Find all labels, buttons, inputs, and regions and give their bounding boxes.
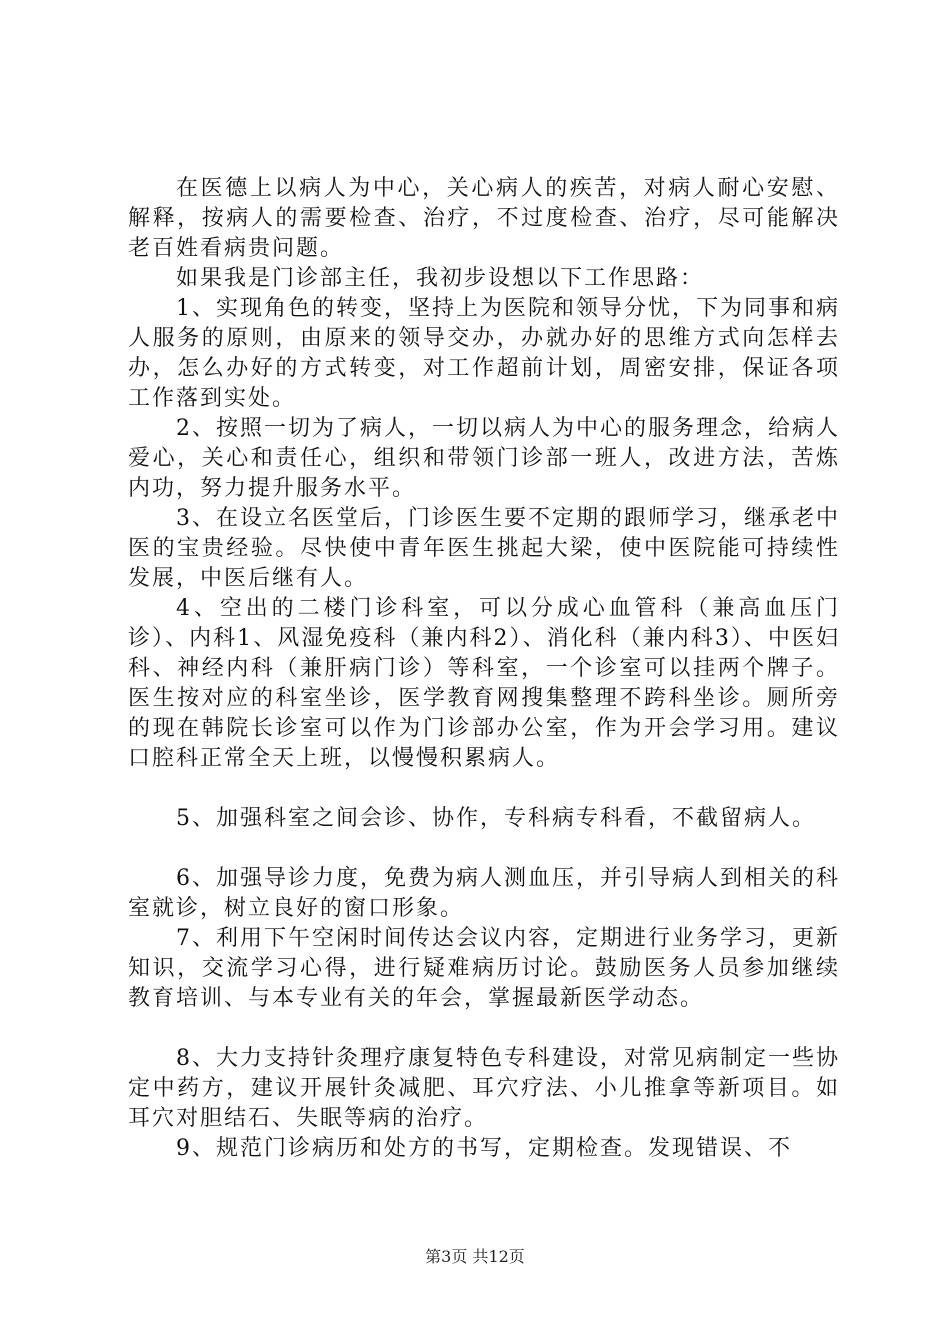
paragraph-item-8: 8、大力支持针灸理疗康复特色专科建设，对常见病制定一些协定中药方，建议开展针灸减肥、耳穴疗法、小儿推拿等新项目。如耳穴对胆结石、失眠等病的治疗。 (128, 1046, 840, 1131)
paragraph-item-4: 4、空出的二楼门诊科室，可以分成心血管科（兼高血压门诊）、内科1、风湿免疫科（兼内科2）、消化科（兼内科3）、中医妇科、神经内科（兼肝病门诊）等科室，一个诊室可以挂两个牌子。医生按对应的科室坐诊，医学教育网搜集整理不跨科坐诊。厕所旁的现在韩院长诊室可以作为门诊部办公室，作为开会学习用。建议口腔科正常全天上班，以慢慢积累病人。 (128, 596, 840, 771)
document-body (128, 174, 840, 1164)
paragraph-item-6: 6、加强导诊力度，免费为病人测血压，并引导病人到相关的科室就诊，树立良好的窗口形象。 (128, 866, 840, 921)
paragraph-item-1: 1、实现角色的转变，坚持上为医院和领导分忧，下为同事和病人服务的原则，由原来的领导交办，办就办好的思维方式向怎样去办，怎么办好的方式转变，对工作超前计划，周密安排，保证各项工作落到实处。 (128, 296, 840, 411)
paragraph-work-ideas-intro: 如果我是门诊部主任，我初步设想以下工作思路： (176, 266, 705, 291)
paragraph-item-2: 2、按照一切为了病人，一切以病人为中心的服务理念，给病人爱心，关心和责任心，组织和带领门诊部一班人，改进方法，苦炼内功，努力提升服务水平。 (128, 416, 840, 501)
paragraph-item-5: 5、加强科室之间会诊、协作，专科病专科看，不截留病人。 (176, 806, 816, 831)
paragraph-item-3: 3、在设立名医堂后，门诊医生要不定期的跟师学习，继承老中医的宝贵经验。尽快使中青年医生挑起大梁，使中医院能可持续性发展，中医后继有人。 (128, 506, 840, 591)
page-number-footer: 第3页 共12页 (425, 1247, 525, 1266)
paragraph-item-7: 7、利用下午空闲时间传达会议内容，定期进行业务学习，更新知识，交流学习心得，进行疑难病历讨论。鼓励医务人员参加继续教育培训、与本专业有关的年会，掌握最新医学动态。 (128, 926, 840, 1011)
paragraph-medical-ethics: 在医德上以病人为中心，关心病人的疾苦，对病人耐心安慰、解释，按病人的需要检查、治疗，不过度检查、治疗，尽可能解决老百姓看病贵问题。 (128, 176, 840, 261)
paragraph-item-9: 9、规范门诊病历和处方的书写，定期检查。发现错误、不 (176, 1136, 792, 1161)
